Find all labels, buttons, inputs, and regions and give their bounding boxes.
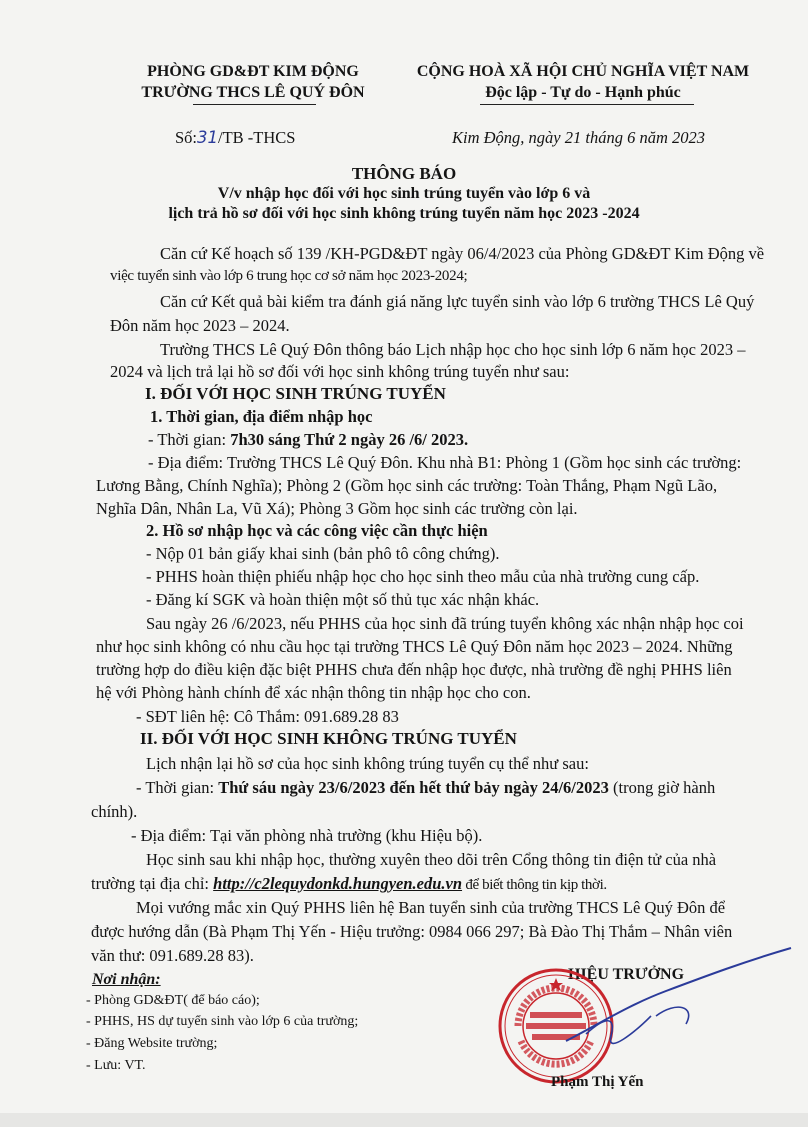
section-1-heading: I. ĐỐI VỚI HỌC SINH TRÚNG TUYỂN bbox=[145, 384, 446, 403]
basis-1-line1: Căn cứ Kế hoạch số 139 /KH-PGD&ĐT ngày 06/4/2023 của Phòng GD&ĐT Kim Động về bbox=[160, 244, 765, 263]
contact-note-line1: Mọi vướng mắc xin Quý PHHS liên hệ Ban tuyển sinh của trường THCS Lê Quý Đôn để bbox=[136, 898, 726, 917]
admission-place-line3: Nghĩa Dân, Nhân La, Vũ Xá); Phòng 3 Gồm học sinh các trường còn lại. bbox=[96, 499, 578, 518]
header-left-underline bbox=[193, 104, 316, 105]
school-name: TRƯỜNG THCS LÊ QUÝ ĐÔN bbox=[141, 84, 365, 101]
announcement-line2: 2024 và lịch trả lại hồ sơ đối với học sinh không trúng tuyển như sau: bbox=[110, 362, 570, 381]
deadline-note-line2: như học sinh không có nhu cầu học tại trường THCS Lê Quý Đôn năm học 2023 – 2024. Những bbox=[96, 637, 733, 656]
section-2-heading: II. ĐỐI VỚI HỌC SINH KHÔNG TRÚNG TUYỂN bbox=[140, 729, 517, 748]
contact-note-line2: được hướng dẫn (Bà Phạm Thị Yến - Hiệu trưởng: 0984 066 297; Bà Đào Thị Thắm – Nhân viên bbox=[91, 922, 733, 941]
admission-place-line1: - Địa điểm: Trường THCS Lê Quý Đôn. Khu nhà B1: Phòng 1 (Gồm học sinh các trường: bbox=[148, 453, 742, 472]
portal-note-line1: Học sinh sau khi nhập học, thường xuyên theo dõi trên Cổng thông tin điện tử của nhà bbox=[146, 850, 717, 869]
deadline-note-line4: hệ với Phòng hành chính để xác nhận thông tin nhập học cho con. bbox=[96, 683, 531, 702]
basis-1-line2: việc tuyển sinh vào lớp 6 trung học cơ sở năm học 2023-2024; bbox=[110, 268, 468, 284]
return-schedule-intro: Lịch nhận lại hồ sơ của học sinh không trúng tuyển cụ thể như sau: bbox=[146, 754, 589, 773]
signer-title: HIỆU TRƯỞNG bbox=[568, 966, 685, 983]
basis-2-line1: Căn cứ Kết quả bài kiểm tra đánh giá năng lực tuyển sinh vào lớp 6 trường THCS Lê Quý bbox=[160, 292, 755, 311]
handwritten-signature bbox=[556, 946, 796, 1066]
portal-note-line2: trường tại địa chỉ: http://c2lequydonkd.hungyen.edu.vn để biết thông tin kịp thời. bbox=[91, 874, 607, 893]
school-website-link[interactable]: http://c2lequydonkd.hungyen.edu.vn bbox=[213, 874, 463, 893]
announcement-line1: Trường THCS Lê Quý Đôn thông báo Lịch nhập học cho học sinh lớp 6 năm học 2023 – bbox=[160, 340, 746, 359]
basis-2-line2: Đôn năm học 2023 – 2024. bbox=[110, 316, 290, 335]
contact-phone: - SĐT liên hệ: Cô Thắm: 091.689.28 83 bbox=[136, 707, 399, 726]
deadline-note-line3: trường hợp do điều kiện đặc biệt PHHS chưa đến nhập học được, nhà trường đề nghị PHHS liên bbox=[96, 660, 732, 679]
signer-name: Phạm Thị Yến bbox=[551, 1074, 644, 1090]
section-1-2-heading: 2. Hồ sơ nhập học và các công việc cần thực hiện bbox=[146, 521, 488, 540]
document-title: THÔNG BÁO bbox=[351, 164, 457, 183]
country-name: CỘNG HOÀ XÃ HỘI CHỦ NGHĨA VIỆT NAM bbox=[416, 63, 750, 80]
document-subject-line2: lịch trả hồ sơ đối với học sinh không trúng tuyển năm học 2023 -2024 bbox=[168, 205, 640, 222]
return-time-line2: chính). bbox=[91, 802, 138, 821]
recipient-item: - Lưu: VT. bbox=[86, 1058, 146, 1073]
motto: Độc lập - Tự do - Hạnh phúc bbox=[485, 84, 681, 101]
contact-note-line3: văn thư: 091.689.28 83). bbox=[91, 946, 254, 965]
return-time: - Thời gian: Thứ sáu ngày 23/6/2023 đến hết thứ bảy ngày 24/6/2023 (trong giờ hành bbox=[136, 778, 716, 797]
admission-time: - Thời gian: 7h30 sáng Thứ 2 ngày 26 /6/ 2023. bbox=[148, 430, 469, 449]
admission-place-line2: Lương Bằng, Chính Nghĩa); Phòng 2 (Gồm học sinh các trường: Toàn Thắng, Phạm Ngũ Lão, bbox=[96, 476, 718, 495]
recipient-item: - PHHS, HS dự tuyển sinh vào lớp 6 của trường; bbox=[86, 1014, 359, 1029]
recipients-label: Nơi nhận: bbox=[92, 971, 161, 988]
document-subject-line1: V/v nhập học đối với học sinh trúng tuyển vào lớp 6 và bbox=[217, 185, 591, 202]
section-1-1-heading: 1. Thời gian, địa điểm nhập học bbox=[150, 407, 373, 426]
requirement-item: - PHHS hoàn thiện phiếu nhập học cho học sinh theo mẫu của nhà trường cung cấp. bbox=[146, 567, 700, 586]
deadline-note-line1: Sau ngày 26 /6/2023, nếu PHHS của học sinh đã trúng tuyển không xác nhận nhập học coi bbox=[146, 614, 744, 633]
recipient-item: - Phòng GD&ĐT( để báo cáo); bbox=[86, 993, 260, 1008]
return-place: - Địa điểm: Tại văn phòng nhà trường (khu Hiệu bộ). bbox=[131, 826, 483, 845]
place-date: Kim Động, ngày 21 tháng 6 năm 2023 bbox=[452, 128, 705, 147]
requirement-item: - Đăng kí SGK và hoàn thiện một số thủ tục xác nhận khác. bbox=[146, 590, 540, 609]
header-right-underline bbox=[480, 104, 694, 105]
agency-name: PHÒNG GD&ĐT KIM ĐỘNG bbox=[147, 63, 359, 80]
document-number: Số:31/TB -THCS bbox=[175, 128, 296, 147]
page-bottom-edge bbox=[0, 1113, 808, 1127]
requirement-item: - Nộp 01 bản giấy khai sinh (bản phô tô công chứng). bbox=[146, 544, 500, 563]
recipient-item: - Đăng Website trường; bbox=[86, 1036, 218, 1051]
